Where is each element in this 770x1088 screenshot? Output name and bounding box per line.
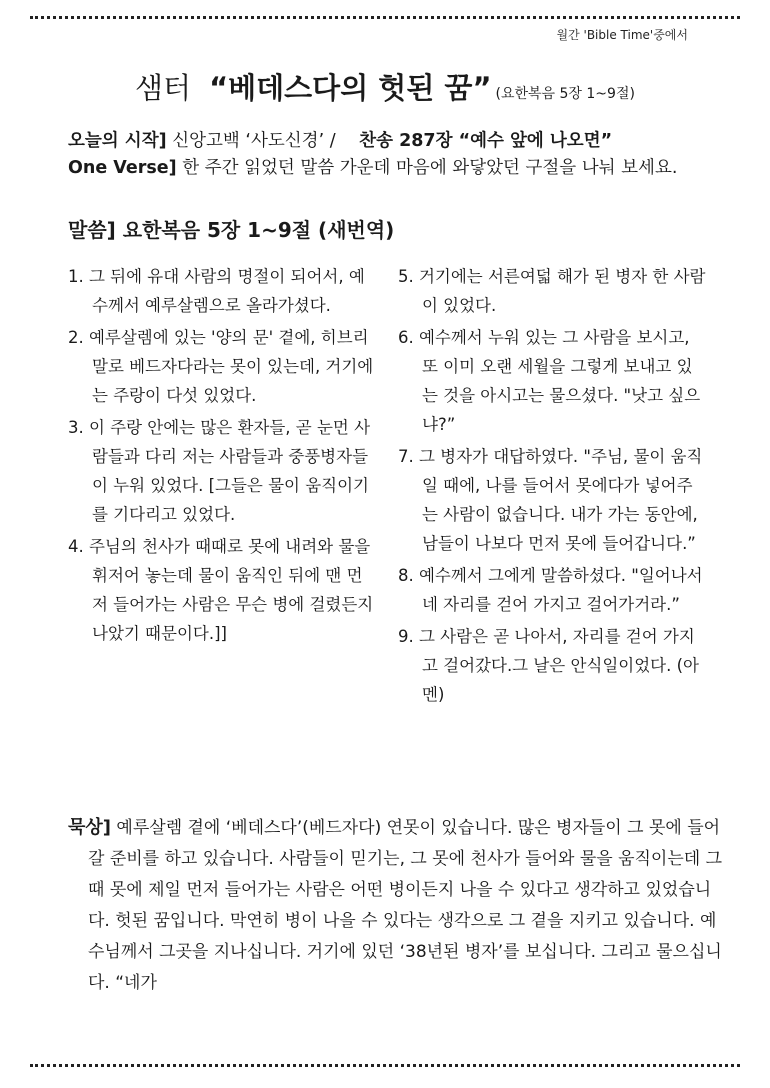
verse-8: 8. 예수께서 그에게 말씀하셨다. "일어나서 네 자리를 걷어 가지고 걸어가거라.” bbox=[398, 566, 703, 614]
verses-left-column bbox=[68, 262, 378, 651]
title-main: “베데스다의 헛된 꿈” bbox=[209, 71, 492, 105]
start-label: 오늘의 시작] bbox=[68, 131, 167, 151]
intro-start-line bbox=[68, 128, 677, 155]
top-dotted-rule bbox=[30, 16, 740, 19]
source-note: 월간 'Bible Time'중에서 bbox=[556, 28, 688, 42]
meditation-label: 묵상] bbox=[68, 817, 112, 838]
page-title bbox=[0, 66, 770, 107]
verse-2: 2. 예루살렘에 있는 '양의 문' 곁에, 히브리 말로 베드자다라는 못이 있는데, 거기에는 주랑이 다섯 있었다. bbox=[68, 328, 374, 405]
verses-right-column bbox=[398, 262, 708, 712]
hymn-text: 찬송 287장 “예수 앞에 나오면” bbox=[359, 131, 613, 151]
title-reference: (요한복음 5장 1~9절) bbox=[495, 86, 635, 102]
intro-oneverse-line bbox=[68, 155, 677, 182]
bottom-dotted-rule bbox=[30, 1064, 740, 1067]
verse-9: 9. 그 사람은 곧 나아서, 자리를 걷어 가지고 걸어갔다.그 날은 안식일이었다. (아멘) bbox=[398, 627, 699, 704]
oneverse-label: One Verse] bbox=[68, 158, 177, 178]
scripture-heading: 말씀] 요한복음 5장 1~9절 (새번역) bbox=[68, 218, 395, 242]
start-text: 신앙고백 ‘사도신경’ / bbox=[172, 131, 336, 151]
verse-7: 7. 그 병자가 대답하였다. "주님, 물이 움직일 때에, 나를 들어서 못에다가 넣어주는 사람이 없습니다. 내가 가는 동안에, 남들이 나보다 먼저 못에 들어갑니다.” bbox=[398, 447, 703, 553]
verse-5: 5. 거기에는 서른여덟 해가 된 병자 한 사람이 있었다. bbox=[398, 267, 706, 315]
intro-block bbox=[68, 128, 677, 182]
meditation-block bbox=[68, 812, 728, 999]
verse-4: 4. 주님의 천사가 때때로 못에 내려와 물을 휘저어 놓는데 물이 움직인 뒤에 맨 먼저 들어가는 사람은 무슨 병에 걸렸든지 나았기 때문이다.]] bbox=[68, 537, 374, 643]
title-prefix: 샘터 bbox=[135, 71, 192, 105]
meditation-text: 예루살렘 곁에 ‘베데스다’(베드자다) 연못이 있습니다. 많은 병자들이 그 못에 들어갈 준비를 하고 있습니다. 사람들이 믿기는, 그 못에 천사가 들어와 물을 움직이는데 그때 못에 제일 먼저 들어가는 사람은 어떤 병이든지 나을 수 있다고 생각하고 있었습니다. 헛된 꿈입니다. 막연히 병이 나을 수 있다는 생각으로 그 곁을 지키고 있습니다. 예수님께서 그곳을 지나십니다. 거기에 있던 ‘38년된 병자’를 보십니다. 그리고 물으십니다. “네가 bbox=[88, 818, 723, 993]
verse-6: 6. 예수께서 누워 있는 그 사람을 보시고, 또 이미 오랜 세월을 그렇게 보내고 있는 것을 아시고는 물으셨다. "낫고 싶으냐?” bbox=[398, 328, 701, 434]
oneverse-text: 한 주간 읽었던 말씀 가운데 마음에 와닿았던 구절을 나눠 보세요. bbox=[182, 158, 678, 178]
verse-3: 3. 이 주랑 안에는 많은 환자들, 곧 눈먼 사람들과 다리 저는 사람들과 중풍병자들이 누워 있었다. [그들은 물이 움직이기를 기다리고 있었다. bbox=[68, 418, 371, 524]
verse-1: 1. 그 뒤에 유대 사람의 명절이 되어서, 예수께서 예루살렘으로 올라가셨다. bbox=[68, 267, 365, 315]
